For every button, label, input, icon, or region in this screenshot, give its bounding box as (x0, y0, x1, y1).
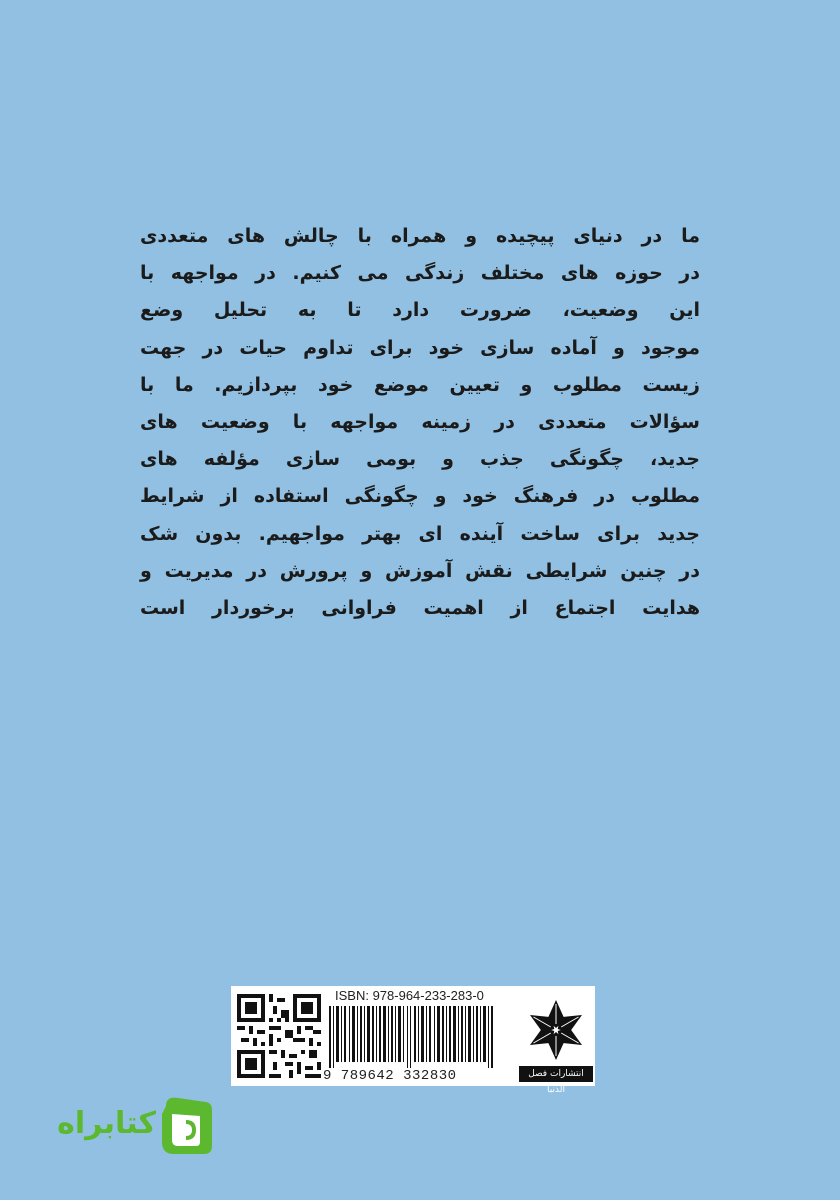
store-name: کتابراه (57, 1106, 156, 1141)
blurb-line: جدید برای ساخت آینده ای بهتر مواجهیم. بدون شک (140, 522, 700, 545)
publisher-name: انتشارات فصل الذنبا (519, 1066, 593, 1082)
blurb-line: ما در دنیای پیچیده و همراه با چالش های متعددی (140, 225, 700, 247)
blurb-line: مطلوب در فرهنگ خود و چگونگی استفاده از شرایط (140, 485, 700, 508)
ketabrah-logo (156, 1092, 214, 1158)
blurb-line: سؤالات متعددی در زمینه مواجهه با وضعیت های (140, 411, 700, 434)
back-cover-blurb (140, 218, 700, 627)
blurb-line: جدید، چگونگی جذب و بومی سازی مؤلفه های (140, 448, 700, 471)
blurb-line: موجود و آماده سازی خود برای تداوم حیات در جهت (140, 336, 700, 359)
isbn-label: ISBN: 978-964-233-283-0 (335, 988, 484, 1003)
blurb-line: این وضعیت، ضرورت دارد تا به تحلیل وضع (140, 299, 700, 322)
barcode-digits: 9 789642 332830 (323, 1068, 457, 1084)
blurb-line: در حوزه های مختلف زندگی می کنیم. در مواجهه با (140, 262, 700, 285)
blurb-line: زیست مطلوب و تعیین موضع خود بپردازیم. ما با (140, 373, 700, 396)
store-watermark (40, 1092, 220, 1162)
blurb-line: هدایت اجتماع از اهمیت فراوانی برخوردار است (140, 597, 700, 620)
publisher-star-logo (521, 992, 591, 1064)
qr-code-icon (237, 994, 321, 1078)
barcode-icon (327, 1006, 497, 1068)
blurb-line: در چنین شرایطی نقش آموزش و پرورش در مدیریت و (140, 559, 700, 582)
isbn-info-box (231, 986, 595, 1095)
